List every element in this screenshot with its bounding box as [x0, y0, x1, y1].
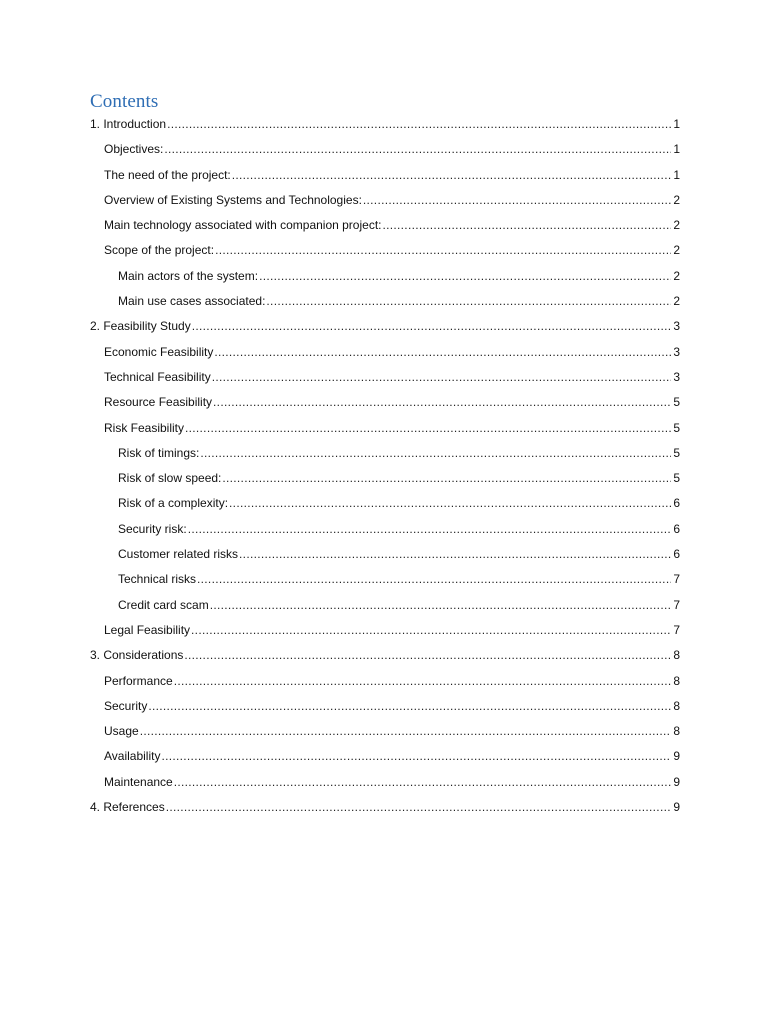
toc-entry-title: Risk of timings: — [118, 445, 200, 460]
toc-entry-page-number: 1 — [673, 117, 680, 131]
toc-dot-leader — [174, 674, 671, 688]
toc-entry-page-number: 5 — [673, 420, 680, 435]
toc-entry[interactable] — [90, 294, 680, 319]
toc-entry-page-number: 7 — [673, 572, 680, 587]
toc-dot-leader — [148, 699, 671, 713]
toc-entry-page-number: 8 — [673, 673, 680, 688]
toc-entry[interactable] — [90, 319, 680, 344]
toc-entry-page-number: 9 — [673, 774, 680, 789]
toc-dot-leader — [174, 775, 671, 789]
toc-dot-leader — [192, 319, 671, 333]
toc-entry[interactable] — [90, 345, 680, 370]
toc-dot-leader — [212, 370, 671, 384]
toc-dot-leader — [200, 446, 671, 460]
toc-entry-title: 4. References — [90, 800, 165, 815]
toc-dot-leader — [167, 117, 671, 131]
toc-entry-title: Scope of the project: — [104, 243, 215, 258]
toc-entry-title: Maintenance — [104, 774, 173, 789]
toc-dot-leader — [363, 193, 671, 207]
toc-dot-leader — [188, 522, 671, 536]
toc-entry-title: Risk of slow speed: — [118, 471, 222, 486]
toc-entry-page-number: 5 — [673, 471, 680, 486]
toc-entry-page-number: 6 — [673, 547, 680, 562]
toc-entry-page-number: 8 — [673, 724, 680, 739]
toc-entry-title: Legal Feasibility — [104, 622, 191, 637]
toc-entry-title: Credit card scam — [118, 597, 209, 612]
toc-entry[interactable] — [90, 446, 680, 471]
toc-entry-page-number: 7 — [673, 622, 680, 637]
toc-entry-title: Security risk: — [118, 521, 187, 536]
toc-entry-title: Performance — [104, 673, 173, 688]
toc-entry-title: Objectives: — [104, 142, 164, 157]
toc-entry-title: Main actors of the system: — [118, 268, 259, 283]
toc-entry-page-number: 2 — [673, 294, 680, 309]
toc-dot-leader — [161, 749, 671, 763]
toc-dot-leader — [222, 471, 671, 485]
toc-entry[interactable] — [90, 243, 680, 268]
toc-entry[interactable] — [90, 648, 680, 673]
toc-entry-title: Risk of a complexity: — [118, 496, 229, 511]
toc-entry[interactable] — [90, 623, 680, 648]
toc-dot-leader — [215, 243, 671, 257]
toc-entry-title: Technical risks — [118, 572, 197, 587]
toc-dot-leader — [140, 724, 671, 738]
toc-entry-title: Overview of Existing Systems and Technologies: — [104, 192, 362, 207]
toc-dot-leader — [191, 623, 671, 637]
toc-dot-leader — [164, 142, 671, 156]
toc-entry[interactable] — [90, 496, 680, 521]
toc-entry[interactable] — [90, 749, 680, 774]
toc-dot-leader — [232, 168, 671, 182]
toc-entry-title: Economic Feasibility — [104, 344, 214, 359]
toc-entry-page-number: 1 — [673, 142, 680, 157]
toc-entry-page-number: 5 — [673, 395, 680, 410]
toc-entry[interactable] — [90, 471, 680, 496]
toc-entry-title: Risk Feasibility — [104, 420, 185, 435]
toc-entry-title: 2. Feasibility Study — [90, 319, 191, 334]
toc-entry-page-number: 7 — [673, 597, 680, 612]
toc-entry-page-number: 9 — [673, 749, 680, 764]
toc-entry[interactable] — [90, 775, 680, 800]
toc-dot-leader — [185, 421, 671, 435]
toc-entry[interactable] — [90, 269, 680, 294]
toc-heading: Contents — [90, 91, 159, 112]
toc-entry-page-number: 5 — [673, 445, 680, 460]
toc-dot-leader — [239, 547, 671, 561]
toc-entry-page-number: 8 — [673, 698, 680, 713]
toc-entry-title: Main use cases associated: — [118, 294, 266, 309]
toc-entry[interactable] — [90, 370, 680, 395]
toc-entry-page-number: 1 — [673, 167, 680, 182]
toc-entry-page-number: 6 — [673, 521, 680, 536]
toc-dot-leader — [266, 294, 671, 308]
toc-entry-page-number: 3 — [673, 344, 680, 359]
toc-entry-page-number: 2 — [673, 192, 680, 207]
toc-entry[interactable] — [90, 193, 680, 218]
toc-entry-title: 3. Considerations — [90, 648, 184, 663]
toc-dot-leader — [259, 269, 671, 283]
toc-entry-title: 1. Introduction — [90, 117, 167, 131]
toc-entry-title: Security — [104, 698, 148, 713]
toc-entry-page-number: 3 — [673, 369, 680, 384]
toc-entry-page-number: 2 — [673, 268, 680, 283]
toc-entry-title: Main technology associated with companion project: — [104, 218, 382, 233]
toc-entry-page-number: 3 — [673, 319, 680, 334]
toc-dot-leader — [210, 598, 671, 612]
toc-entry[interactable] — [90, 598, 680, 623]
toc-entry[interactable] — [90, 117, 680, 142]
toc-entry[interactable] — [90, 168, 680, 193]
toc-entry-page-number: 6 — [673, 496, 680, 511]
toc-entry-page-number: 2 — [673, 218, 680, 233]
toc-entry-title: Usage — [104, 724, 139, 739]
toc-entry-title: Availability — [104, 749, 161, 764]
toc-entry[interactable] — [90, 800, 680, 825]
toc-entry[interactable] — [90, 547, 680, 572]
toc-entry[interactable] — [90, 674, 680, 699]
toc-dot-leader — [229, 496, 671, 510]
toc-entry-title: Technical Feasibility — [104, 369, 211, 384]
toc-entry[interactable] — [90, 142, 680, 167]
toc-dot-leader — [166, 800, 671, 814]
table-of-contents — [90, 117, 680, 825]
toc-entry-title: Customer related risks — [118, 547, 239, 562]
toc-entry-page-number: 9 — [673, 800, 680, 815]
toc-entry[interactable] — [90, 421, 680, 446]
toc-entry-title: The need of the project: — [104, 167, 231, 182]
toc-dot-leader — [383, 218, 672, 232]
toc-entry-page-number: 8 — [673, 648, 680, 663]
toc-dot-leader — [197, 572, 671, 586]
toc-entry[interactable] — [90, 699, 680, 724]
toc-entry[interactable] — [90, 724, 680, 749]
toc-entry[interactable] — [90, 218, 680, 243]
toc-dot-leader — [184, 648, 671, 662]
toc-entry[interactable] — [90, 395, 680, 420]
toc-entry[interactable] — [90, 522, 680, 547]
toc-dot-leader — [214, 345, 671, 359]
toc-entry-page-number: 2 — [673, 243, 680, 258]
toc-entry-title: Resource Feasibility — [104, 395, 213, 410]
toc-entry[interactable] — [90, 572, 680, 597]
toc-dot-leader — [213, 395, 671, 409]
